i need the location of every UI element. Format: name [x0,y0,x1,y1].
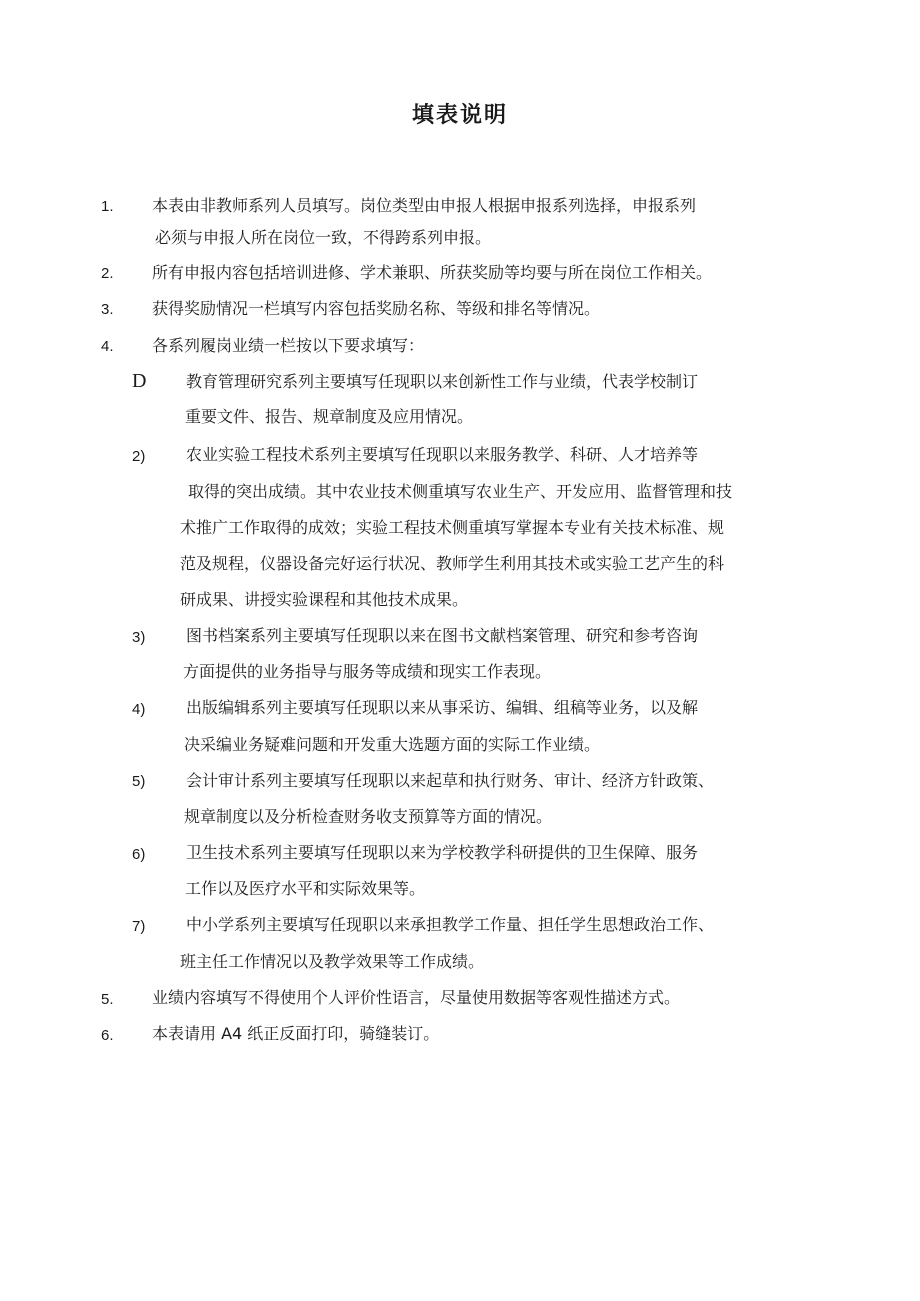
item-number: 5. [101,991,114,1008]
item-text-line: 各系列履岗业绩一栏按以下要求填写： [152,336,425,355]
subitem-text-line: 取得的突出成绩。其中农业技术侧重填写农业生产、开发应用、监督管理和技 [188,482,733,501]
subitem-number: 6) [132,846,146,863]
subitem-text-line: 规章制度以及分析检查财务收支预算等方面的情况。 [184,807,553,826]
subitem-number: 2) [132,448,146,465]
item-text-line: 所有申报内容包括培训进修、学术兼职、所获奖励等均要与所在岗位工作相关。 [152,263,713,282]
subitem-text-line: 出版编辑系列主要填写任现职以来从事采访、编辑、组稿等业务，以及解 [186,698,699,717]
subitem-text-line: 图书档案系列主要填写任现职以来在图书文献档案管理、研究和参考咨询 [186,626,699,645]
subitem-text-line: 术推广工作取得的成效；实验工程技术侧重填写掌握本专业有关技术标准、规 [180,518,725,537]
item-number: 3. [101,301,114,318]
subitem-text-line: 重要文件、报告、规章制度及应用情况。 [185,407,474,426]
item-text-line: 业绩内容填写不得使用个人评价性语言，尽量使用数据等客观性描述方式。 [152,988,681,1007]
subitem-text-line: 卫生技术系列主要填写任现职以来为学校教学科研提供的卫生保障、服务 [186,843,699,862]
item-text-line: 必须与申报人所在岗位一致，不得跨系列申报。 [155,228,492,247]
page-title: 填表说明 [411,103,508,128]
subitem-text-line: 范及规程，仪器设备完好运行状况、教师学生利用其技术或实验工艺产生的科 [180,554,725,573]
subitem-text-line: 中小学系列主要填写任现职以来承担教学工作量、担任学生思想政治工作、 [186,915,715,934]
subitem-number: 7) [132,918,146,935]
subitem-text-line: 研成果、讲授实验课程和其他技术成果。 [180,590,469,609]
subitem-number: 5) [132,773,146,790]
subitem-text-line: 方面提供的业务指导与服务等成绩和现实工作表现。 [183,662,552,681]
item-text-line: 获得奖励情况一栏填写内容包括奖励名称、等级和排名等情况。 [152,299,601,318]
item-text-line: 本表由非教师系列人员填写。岗位类型由申报人根据申报系列选择，申报系列 [152,196,697,215]
subitem-text-line: 工作以及医疗水平和实际效果等。 [185,879,426,898]
subitem-text-line: 农业实验工程技术系列主要填写任现职以来服务教学、科研、人才培养等 [186,445,699,464]
item-number: 6. [101,1027,114,1044]
subitem-text-line: 会计审计系列主要填写任现职以来起草和执行财务、审计、经济方针政策、 [186,771,715,790]
item-number: 2. [101,265,114,282]
subitem-text-line: 教育管理研究系列主要填写任现职以来创新性工作与业绩，代表学校制订 [186,372,699,391]
item-text-line: 本表请用 A4 纸正反面打印，骑缝装订。 [152,1024,440,1043]
subitem-number: 4) [132,701,146,718]
item-number: 1. [101,198,114,215]
subitem-text-line: 决采编业务疑难问题和开发重大选题方面的实际工作业绩。 [184,735,601,754]
subitem-number: 3) [132,629,146,646]
item-number: 4. [101,338,114,355]
subitem-number: D [132,370,147,392]
subitem-text-line: 班主任工作情况以及教学效果等工作成绩。 [180,952,485,971]
